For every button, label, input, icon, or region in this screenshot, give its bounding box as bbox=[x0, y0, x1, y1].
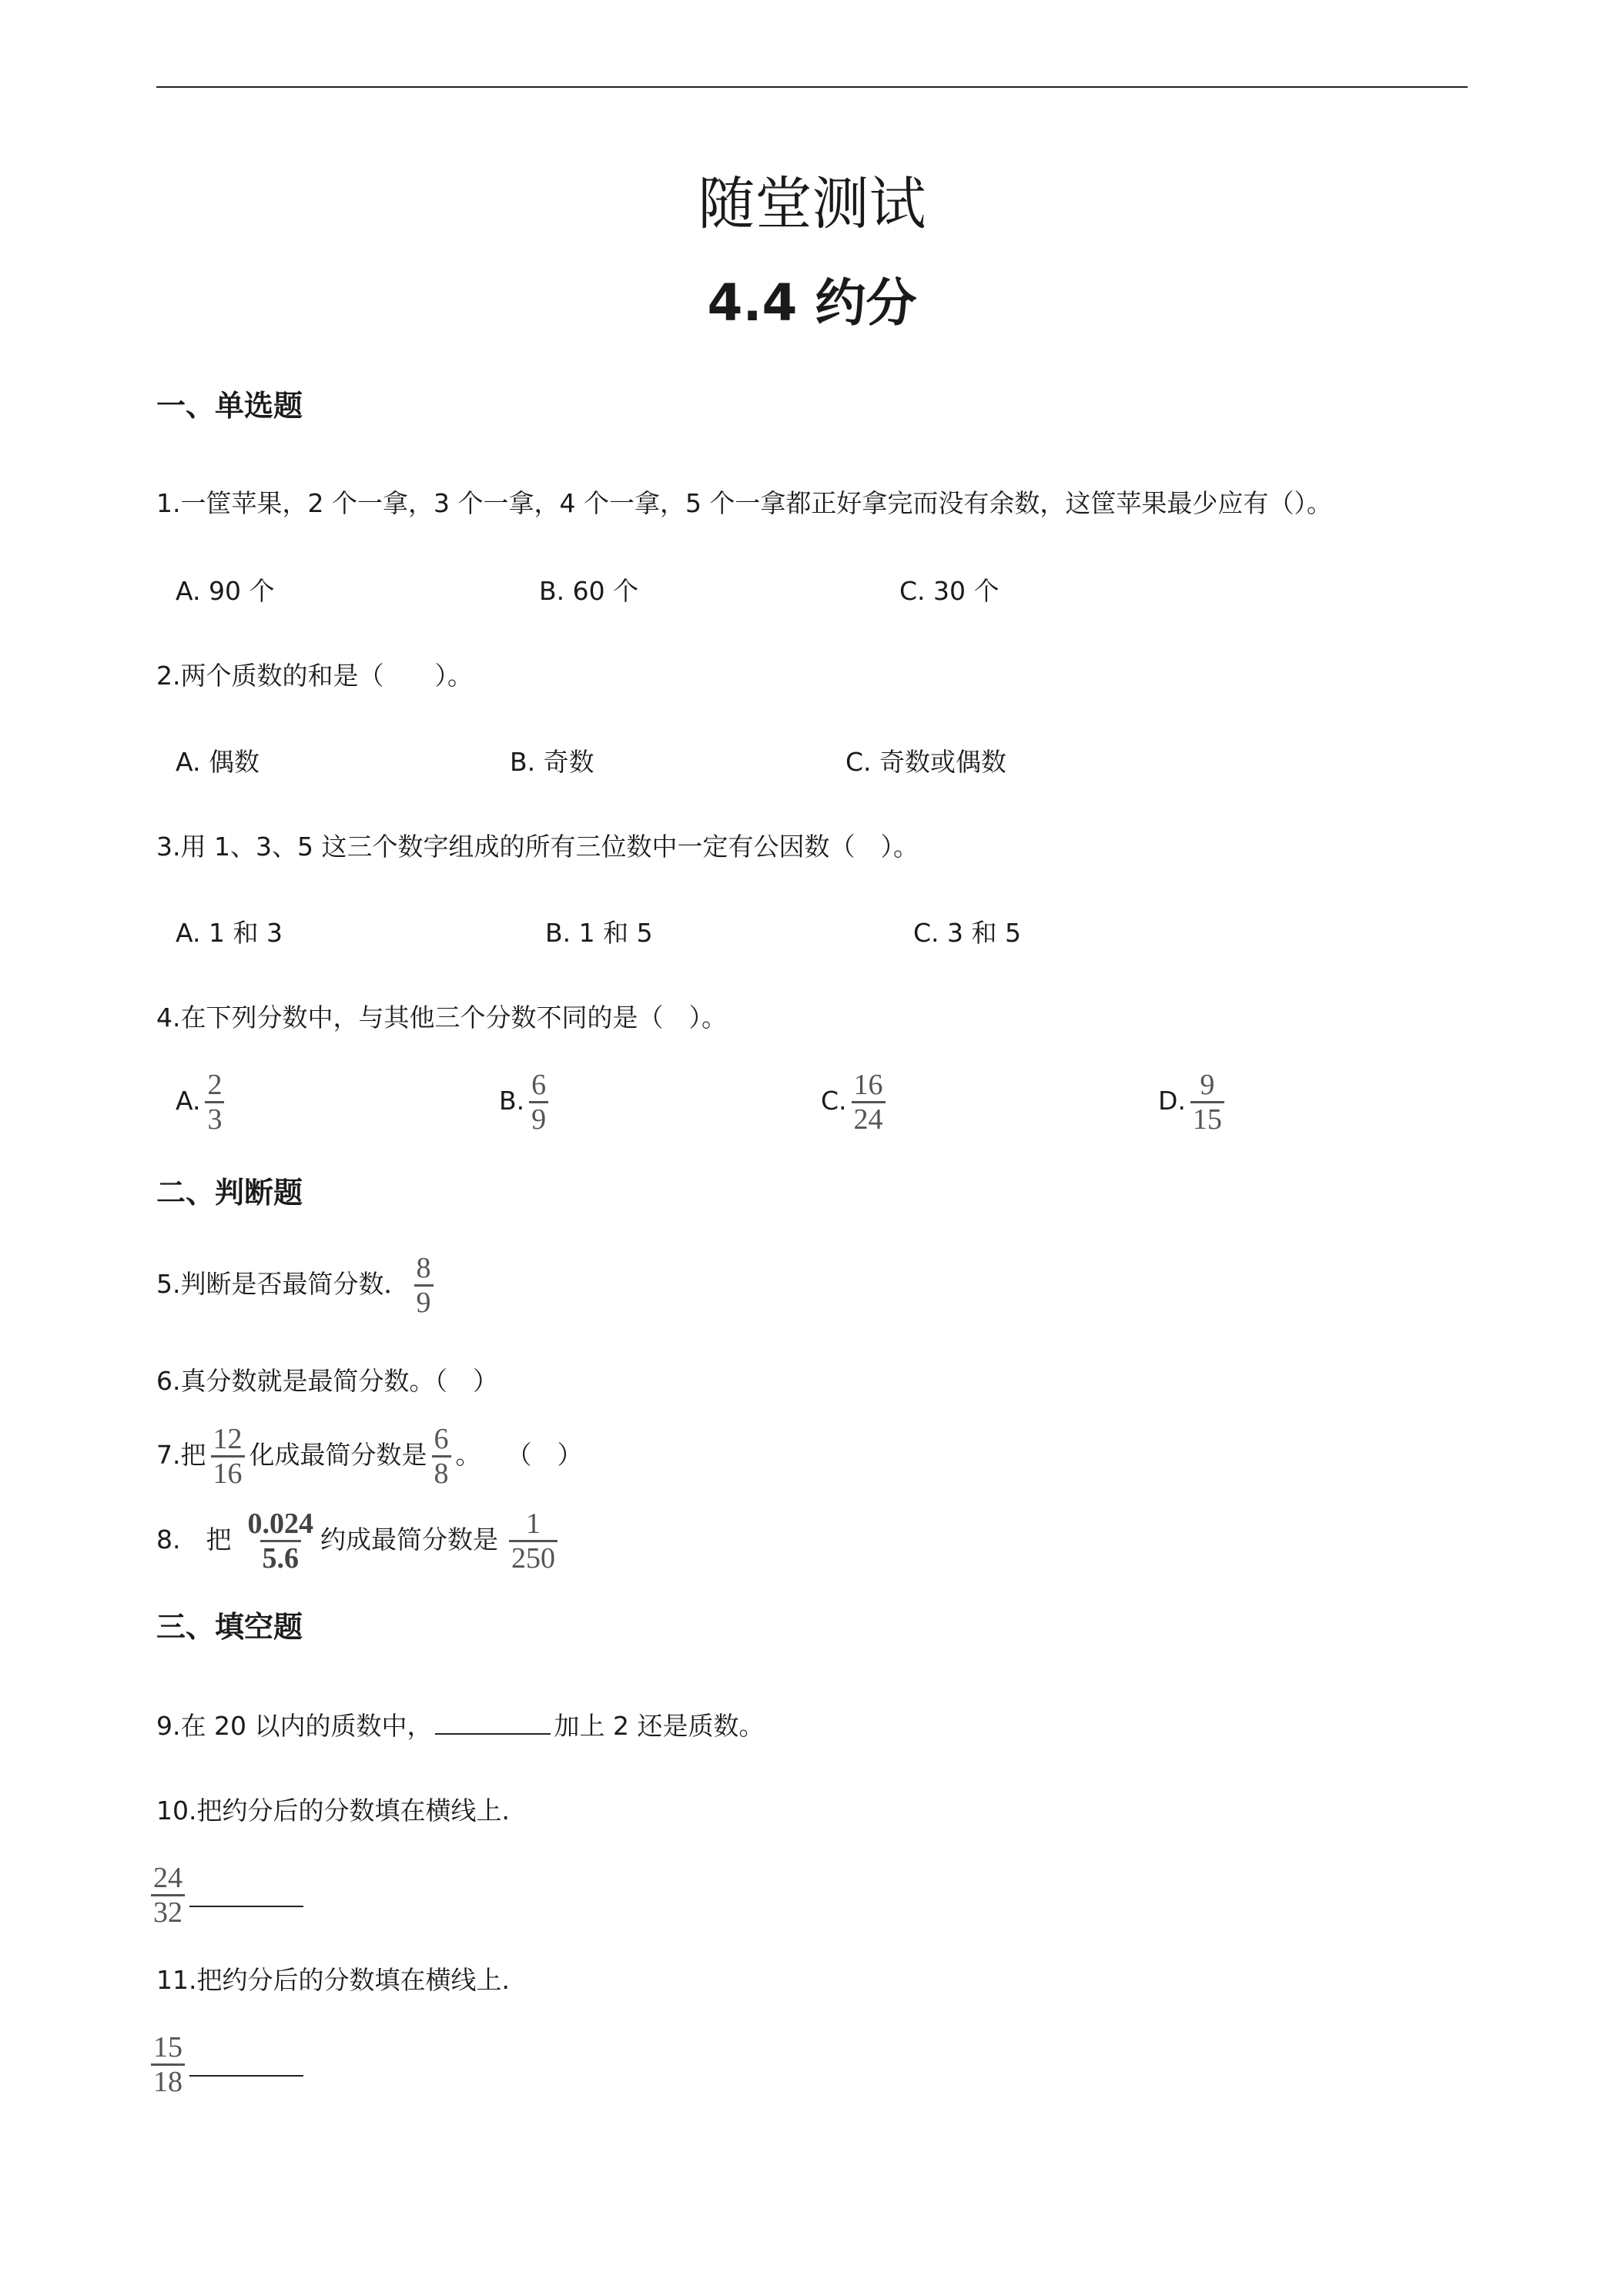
fraction-numerator: 8 bbox=[416, 1252, 431, 1284]
question-11-answer-row bbox=[151, 2033, 303, 2097]
question-5-text: 5.判断是否最简分数． bbox=[156, 1269, 410, 1299]
question-2-text: 2.两个质数的和是（ ）。 bbox=[156, 661, 473, 691]
fraction-denominator: 32 bbox=[151, 1894, 185, 1927]
question-1-text: 1.一筐苹果，2 个一拿，3 个一拿，4 个一拿，5 个一拿都正好拿完而没有余数，这筐苹果最少应有（）。 bbox=[156, 488, 1332, 518]
question-9-after: 加上 2 还是质数。 bbox=[554, 1711, 765, 1741]
header-rule bbox=[156, 86, 1468, 88]
fraction-numerator: 24 bbox=[153, 1862, 182, 1894]
fraction-denominator: 250 bbox=[509, 1540, 558, 1573]
question-7-suffix: 。 （ ） bbox=[455, 1440, 583, 1470]
answer-blank[interactable] bbox=[435, 1710, 551, 1735]
fraction-numerator: 6 bbox=[434, 1423, 449, 1455]
fraction-denominator: 15 bbox=[1190, 1101, 1224, 1134]
fraction-numerator: 0.024 bbox=[247, 1508, 313, 1540]
q2-option-c: C. 奇数或偶数 bbox=[845, 747, 1007, 777]
q3-option-a: A. 1 和 3 bbox=[176, 918, 283, 948]
fraction-denominator: 18 bbox=[151, 2063, 185, 2097]
question-6-text: 6.真分数就是最简分数。（ ） bbox=[156, 1366, 498, 1396]
fraction-denominator: 8 bbox=[432, 1455, 451, 1488]
fraction-numerator: 9 bbox=[1200, 1069, 1215, 1101]
q4-option-d-label: D. bbox=[1158, 1086, 1186, 1116]
question-11-text: 11.把约分后的分数填在横线上. bbox=[156, 1965, 510, 1995]
q2-option-a: A. 偶数 bbox=[176, 747, 260, 777]
fraction-numerator: 2 bbox=[207, 1069, 223, 1101]
question-8-middle: 约成最简分数是 bbox=[320, 1525, 498, 1555]
fraction-numerator: 12 bbox=[213, 1423, 243, 1455]
fraction-numerator: 16 bbox=[853, 1069, 883, 1101]
question-8-fraction-2 bbox=[509, 1509, 558, 1573]
fraction-numerator: 15 bbox=[153, 2031, 182, 2063]
answer-blank[interactable] bbox=[189, 2053, 303, 2077]
question-7-middle: 化成最简分数是 bbox=[249, 1440, 427, 1470]
q3-option-c: C. 3 和 5 bbox=[913, 918, 1021, 948]
q4-option-d-fraction bbox=[1190, 1070, 1224, 1134]
q4-option-b-label: B. bbox=[499, 1086, 525, 1116]
question-10-fraction bbox=[151, 1863, 185, 1927]
question-9-before: 9.在 20 以内的质数中， bbox=[156, 1711, 433, 1741]
question-4-text: 4.在下列分数中，与其他三个分数不同的是（ ）。 bbox=[156, 1002, 727, 1033]
q4-option-b bbox=[499, 1070, 553, 1134]
page-title: 随堂测试 bbox=[698, 171, 926, 237]
question-9 bbox=[156, 1706, 764, 1742]
q4-option-b-fraction bbox=[529, 1070, 548, 1134]
question-7 bbox=[156, 1424, 583, 1488]
section-heading-fill-blank: 三、填空题 bbox=[156, 1610, 303, 1644]
q4-option-c bbox=[821, 1070, 890, 1134]
fraction-denominator: 24 bbox=[852, 1101, 886, 1134]
q4-option-d bbox=[1158, 1070, 1229, 1134]
q1-option-a: A. 90 个 bbox=[176, 576, 275, 606]
fraction-denominator: 16 bbox=[211, 1455, 245, 1488]
question-8-fraction-1 bbox=[246, 1509, 316, 1573]
answer-blank[interactable] bbox=[189, 1884, 303, 1907]
question-7-fraction-1 bbox=[211, 1424, 245, 1488]
q1-option-b: B. 60 个 bbox=[539, 576, 639, 606]
q3-option-b: B. 1 和 5 bbox=[545, 918, 653, 948]
q4-option-a-label: A. bbox=[176, 1086, 201, 1116]
q1-option-c: C. 30 个 bbox=[899, 576, 1000, 606]
question-10-answer-row bbox=[151, 1863, 303, 1927]
fraction-denominator: 5.6 bbox=[260, 1540, 302, 1573]
question-11-fraction bbox=[151, 2033, 185, 2097]
question-8-prefix: 8. 把 bbox=[156, 1525, 232, 1555]
question-3-text: 3.用 1、3、5 这三个数字组成的所有三位数中一定有公因数（ ）。 bbox=[156, 832, 919, 862]
question-8 bbox=[156, 1509, 562, 1573]
fraction-denominator: 3 bbox=[205, 1101, 224, 1134]
section-heading-single-choice: 一、单选题 bbox=[156, 389, 303, 423]
question-5 bbox=[156, 1253, 438, 1317]
fraction-denominator: 9 bbox=[414, 1284, 434, 1317]
fraction-numerator: 6 bbox=[531, 1069, 547, 1101]
section-heading-true-false: 二、判断题 bbox=[156, 1176, 303, 1210]
q4-option-a bbox=[176, 1070, 229, 1134]
q4-option-c-fraction bbox=[852, 1070, 886, 1134]
question-7-prefix: 7.把 bbox=[156, 1440, 206, 1470]
question-7-fraction-2 bbox=[432, 1424, 451, 1488]
q2-option-b: B. 奇数 bbox=[510, 747, 594, 777]
q4-option-c-label: C. bbox=[821, 1086, 847, 1116]
q4-option-a-fraction bbox=[205, 1070, 224, 1134]
fraction-numerator: 1 bbox=[526, 1508, 541, 1540]
page-subtitle: 4.4 约分 bbox=[707, 273, 917, 333]
question-5-fraction bbox=[414, 1253, 434, 1317]
fraction-denominator: 9 bbox=[529, 1101, 548, 1134]
question-10-text: 10.把约分后的分数填在横线上. bbox=[156, 1796, 510, 1826]
